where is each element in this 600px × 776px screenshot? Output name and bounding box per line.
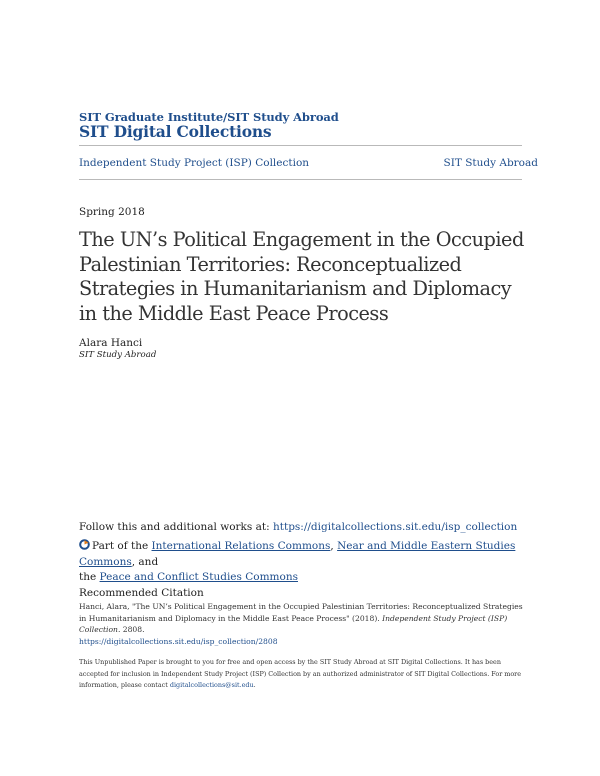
follow-url-link[interactable]: https://digitalcollections.sit.edu/isp_collection — [273, 521, 518, 533]
author-name[interactable]: Alara Hanci — [79, 337, 143, 349]
last-prefix: the — [79, 571, 100, 583]
author-affiliation: SIT Study Abroad — [79, 350, 157, 360]
institution-name[interactable]: SIT Graduate Institute/SIT Study Abroad — [79, 110, 339, 124]
commons-link-peace-conflict[interactable]: Peace and Conflict Studies Commons — [99, 571, 298, 583]
citation-series: Independent Study Project (ISP) Collection — [79, 613, 508, 634]
follow-prefix: Follow this and additional works at: — [79, 521, 273, 533]
notice-end: . — [253, 681, 256, 689]
header-rule-bottom — [79, 179, 522, 180]
citation-body: Hanci, Alara, "The UN’s Political Engagement in the Occupied Palestinian Territories: Reconceptualized Strategies in Humanitarianism and Diplomacy in the Middle East Peace Process" (2018). — [79, 602, 523, 623]
citation-number: . 2808. — [117, 625, 145, 634]
publication-date: Spring 2018 — [79, 206, 145, 218]
recommended-citation-heading: Recommended Citation — [79, 587, 204, 599]
document-title: The UN’s Political Engagement in the Occupied Palestinian Territories: Reconceptualized Strategies in Humanitarianism and Diplomacy in the Middle East Peace Process — [79, 228, 524, 325]
collection-link[interactable]: Independent Study Project (ISP) Collection — [79, 157, 310, 169]
open-access-icon — [79, 539, 90, 550]
part-of-prefix: Part of the — [92, 540, 152, 552]
commons-separator-and: , and — [131, 555, 159, 568]
part-of-commons — [79, 539, 529, 586]
commons-link-near-middle-eastern[interactable]: Near and Middle Eastern Studies Commons — [79, 540, 516, 568]
commons-link-international-relations[interactable]: International Relations Commons — [151, 540, 331, 552]
citation-url-link[interactable]: https://digitalcollections.sit.edu/isp_collection/2808 — [79, 636, 278, 646]
header-rule-top — [79, 145, 522, 146]
repository-name[interactable]: SIT Digital Collections — [79, 122, 272, 141]
contact-email-link[interactable]: digitalcollections@sit.edu — [169, 681, 254, 689]
department-link[interactable]: SIT Study Abroad — [443, 157, 538, 169]
notice-body: This Unpublished Paper is brought to you for free and open access by the SIT Study Abroad at SIT Digital Collections. It has been accepted for inclusion in Independent Study Project (ISP) Collection by an authorized administrator of SIT Digital Collections. For more information, please contact — [79, 658, 522, 689]
citation-text — [79, 601, 529, 647]
access-notice — [79, 657, 529, 692]
follow-line — [79, 521, 517, 533]
commons-separator: , — [330, 540, 338, 552]
